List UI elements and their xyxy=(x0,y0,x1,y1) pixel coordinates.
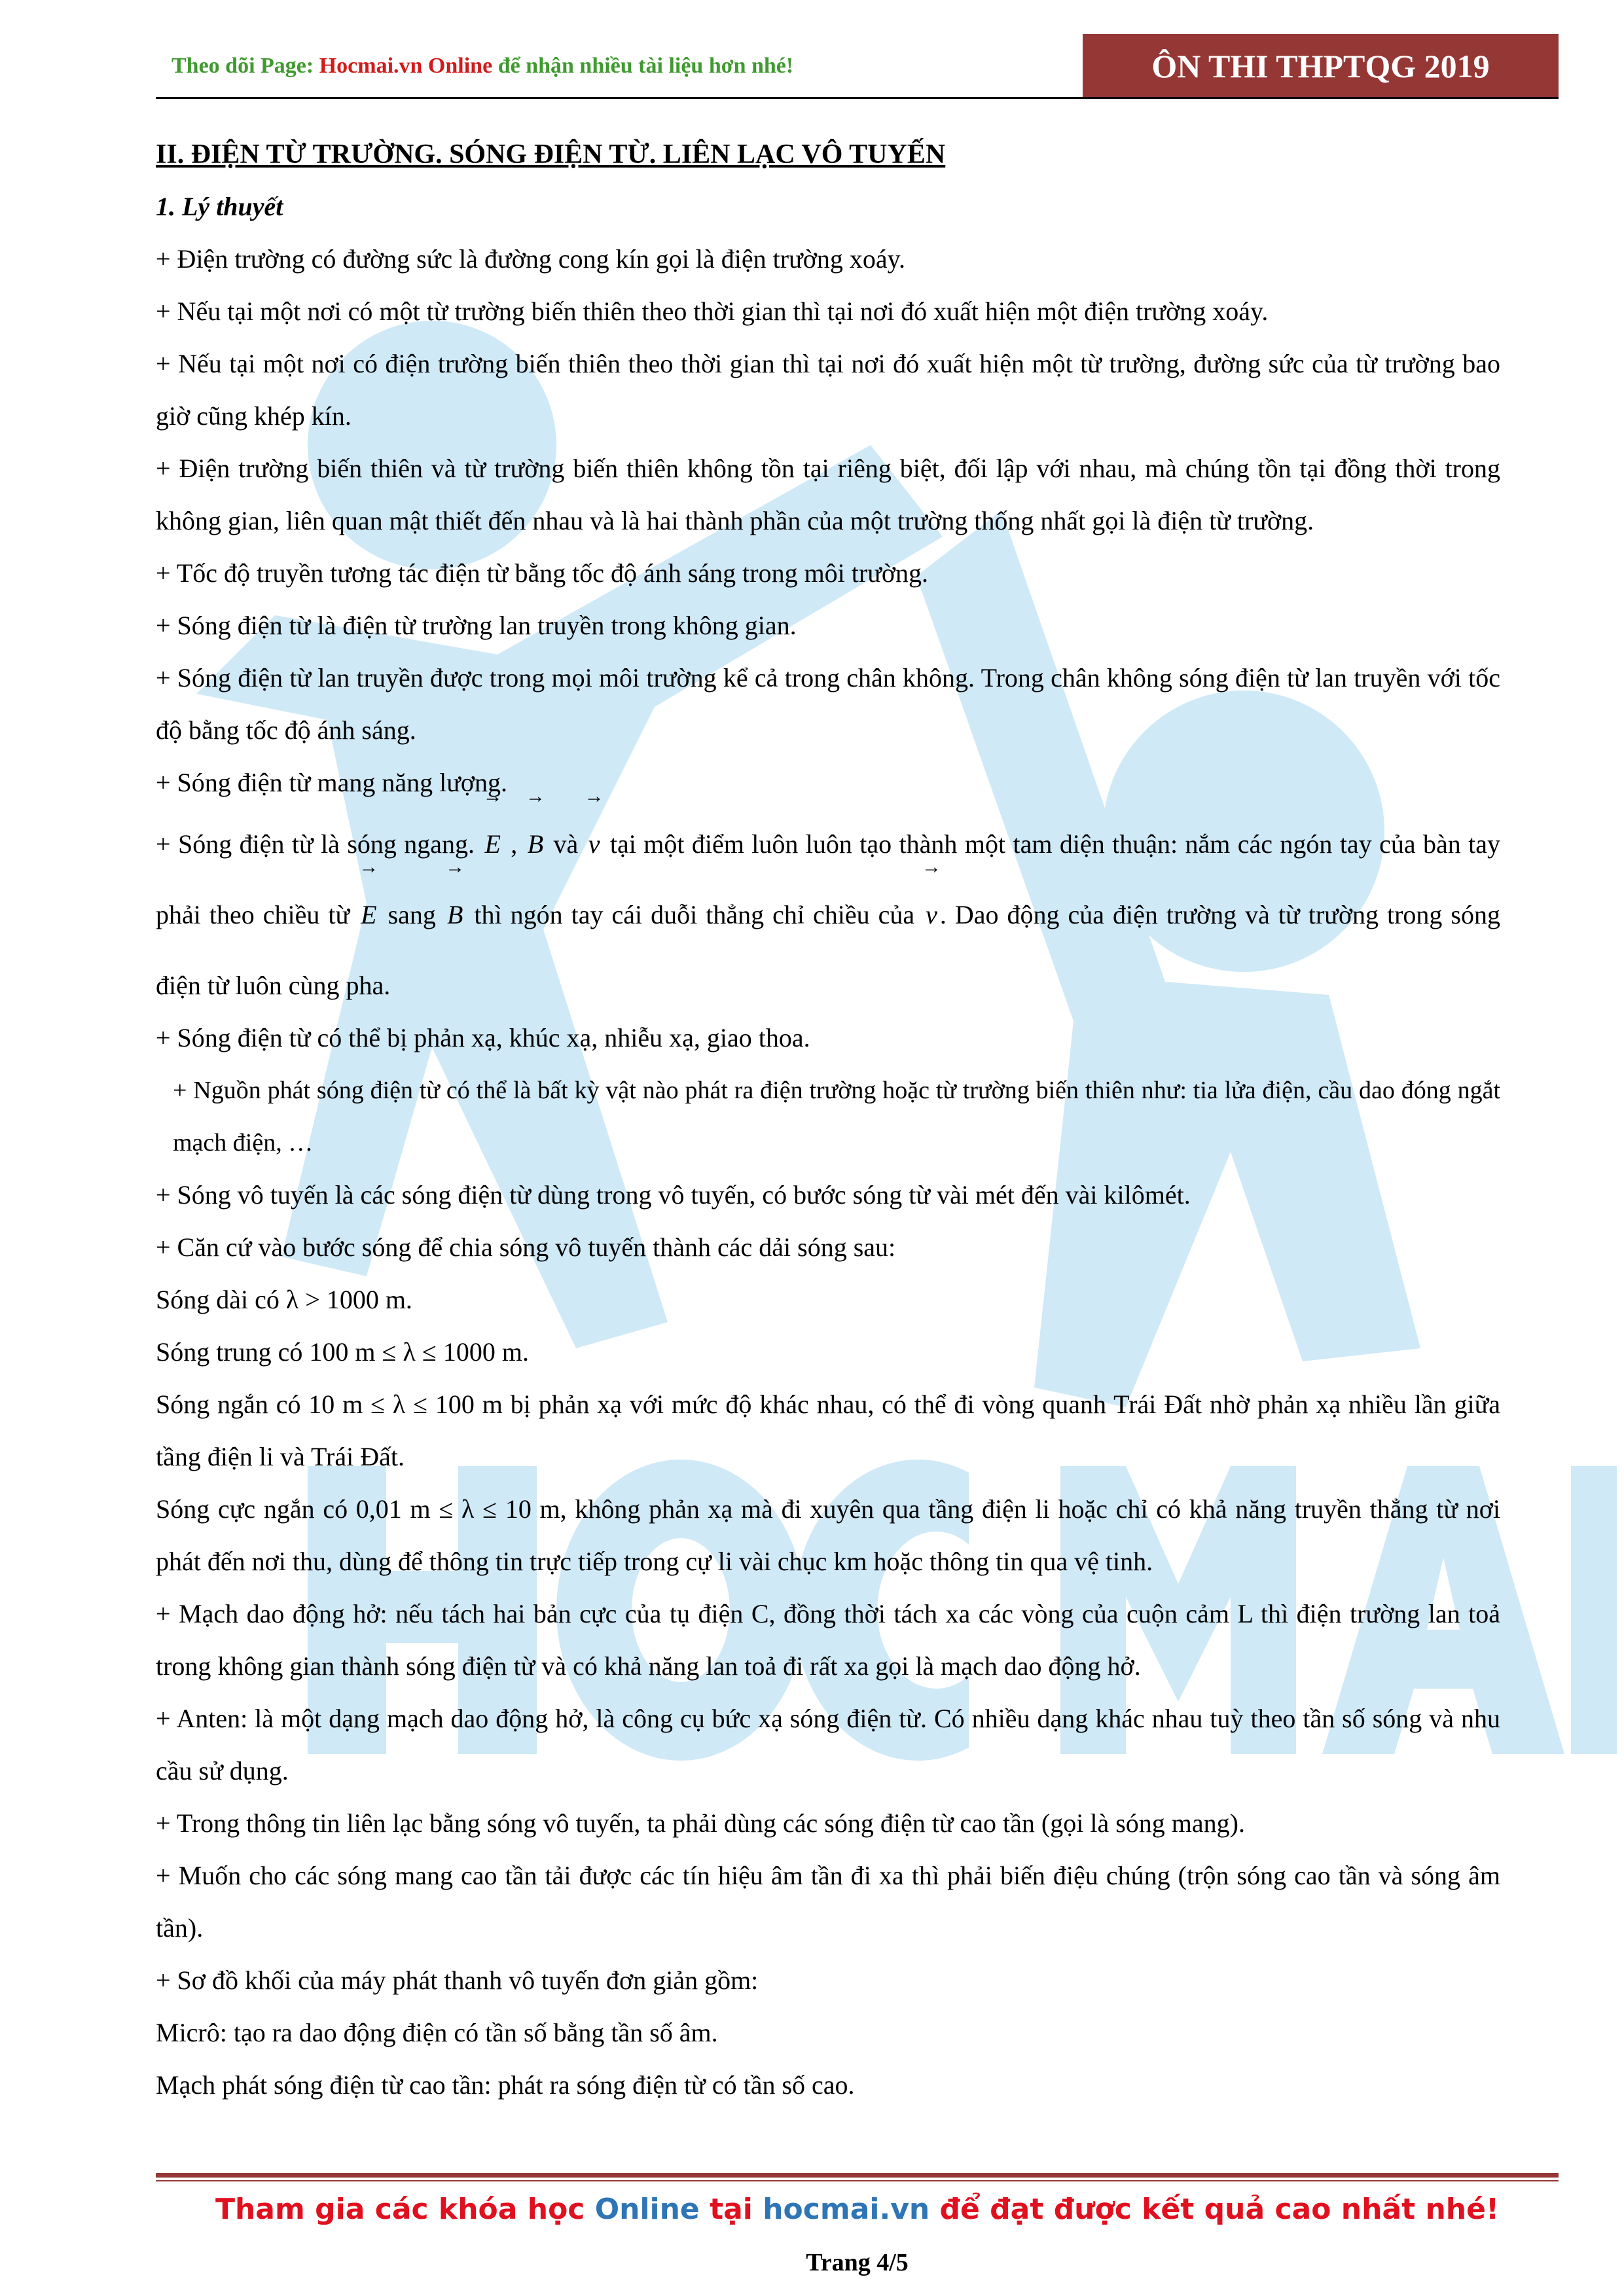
footer-online-link[interactable]: Online xyxy=(594,2193,700,2226)
section-title: II. ĐIỆN TỪ TRƯỜNG. SÓNG ĐIỆN TỪ. LIÊN LẠC VÔ TUYẾN xyxy=(156,139,946,170)
document-body xyxy=(156,128,1500,2111)
paragraph: + Sóng điện từ lan truyền được trong mọi môi trường kể cả trong chân không. Trong chân không sóng điện từ lan truyền với tốc độ bằng tốc độ ánh sáng. xyxy=(156,663,1500,745)
paragraph: + Điện trường biến thiên và từ trường biến thiên không tồn tại riêng biệt, đối lập với nhau, mà chúng tồn tại đồng thời trong không gian, liên quan mật thiết đến nhau và là hai thành phần của một trường thống nhất gọi là điện từ trường. xyxy=(156,454,1500,535)
indented-paragraph: + Nguồn phát sóng điện từ có thể là bất kỳ vật nào phát ra điện trường hoặc từ trường biến thiên như: tia lửa điện, cầu dao đóng ngắt mạch điện, … xyxy=(173,1077,1500,1157)
vector-e: → E xyxy=(358,880,379,950)
vector-v: → v xyxy=(586,809,603,880)
paragraph: + Sơ đồ khối của máy phát thanh vô tuyến đơn giản gồm: xyxy=(156,1965,759,1995)
vector-b: → B xyxy=(444,880,465,950)
paragraph: + Sóng điện từ là điện từ trường lan truyền trong không gian. xyxy=(156,611,797,640)
footer-site-link[interactable]: hocmai.vn xyxy=(763,2193,930,2226)
paragraph: + Sóng điện từ mang năng lượng. xyxy=(156,768,508,797)
header-prefix: Theo dõi Page: xyxy=(171,54,319,78)
paragraph: + Anten: là một dạng mạch dao động hở, là công cụ bức xạ sóng điện từ. Có nhiều dạng khác nhau tuỳ theo tần số sóng và nhu cầu sử dụng. xyxy=(156,1704,1500,1785)
subsection-title: 1. Lý thuyết xyxy=(156,192,283,221)
paragraph: Sóng ngắn có 10 m ≤ λ ≤ 100 m bị phản xạ với mức độ khác nhau, có thể đi vòng quanh Trái Đất nhờ phản xạ nhiều lần giữa tầng điện li và Trái Đất. xyxy=(156,1390,1500,1471)
paragraph: + Trong thông tin liên lạc bằng sóng vô tuyến, ta phải dùng các sóng điện từ cao tần (gọi là sóng mang). xyxy=(156,1808,1245,1838)
paragraph: + Nếu tại một nơi có điện trường biến thiên theo thời gian thì tại nơi đó xuất hiện một từ trường, đường sức của từ trường bao giờ cũng khép kín. xyxy=(156,349,1500,431)
footer-rule-thin xyxy=(156,2180,1559,2181)
paragraph: + Điện trường có đường sức là đường cong kín gọi là điện trường xoáy. xyxy=(156,244,905,274)
page-number: Trang 4/5 xyxy=(806,2249,909,2276)
header-follow-text xyxy=(171,54,793,79)
vector-paragraph: + Sóng điện từ là sóng ngang. → E , → B và → v tại một điểm luôn luôn tạo thành một tam diện thuận: nắm các ngón tay của bàn tay phải theo chiều từ → E sang → B thì ngón tay cái duỗi thẳng chỉ chiều của → v . Dao động của điện trường và từ trường trong sóng điện từ luôn cùng pha. xyxy=(156,809,1500,1021)
footer-rule xyxy=(156,2173,1559,2178)
header-exam-badge: ÔN THI THPTQG 2019 xyxy=(1083,34,1559,98)
watermark-letter-i xyxy=(1571,1466,1617,1754)
vector-e: → E xyxy=(482,809,503,880)
paragraph: + Mạch dao động hở: nếu tách hai bản cực của tụ điện C, đồng thời tách xa các vòng của cuộn cảm L thì điện trường lan toả trong không gian thành sóng điện từ và có khả năng lan toả đi rất xa gọi là mạch dao động hở. xyxy=(156,1599,1500,1681)
paragraph: Sóng cực ngắn có 0,01 m ≤ λ ≤ 10 m, không phản xạ mà đi xuyên qua tầng điện li hoặc chỉ có khả năng truyền thẳng từ nơi phát đến nơi thu, dùng để thông tin trực tiếp trong cự li vài chục km hoặc thông tin qua vệ tinh. xyxy=(156,1494,1500,1576)
header-divider xyxy=(156,97,1559,99)
paragraph: + Tốc độ truyền tương tác điện từ bằng tốc độ ánh sáng trong môi trường. xyxy=(156,558,929,588)
paragraph: Micrô: tạo ra dao động điện có tần số bằng tần số âm. xyxy=(156,2018,718,2047)
paragraph: + Muốn cho các sóng mang cao tần tải được các tín hiệu âm tần đi xa thì phải biến điệu chúng (trộn sóng cao tần và sóng âm tần). xyxy=(156,1861,1500,1943)
paragraph: Sóng dài có λ > 1000 m. xyxy=(156,1285,412,1314)
paragraph: + Căn cứ vào bước sóng để chia sóng vô tuyến thành các dải sóng sau: xyxy=(156,1232,896,1262)
vector-v: → v xyxy=(923,880,940,950)
paragraph: + Nếu tại một nơi có một từ trường biến thiên theo thời gian thì tại nơi đó xuất hiện một điện trường xoáy. xyxy=(156,296,1269,326)
paragraph: + Sóng điện từ có thể bị phản xạ, khúc xạ, nhiễu xạ, giao thoa. xyxy=(156,1023,810,1052)
paragraph: Sóng trung có 100 m ≤ λ ≤ 1000 m. xyxy=(156,1337,529,1367)
paragraph: + Sóng vô tuyến là các sóng điện từ dùng trong vô tuyến, có bước sóng từ vài mét đến vài kilômét. xyxy=(156,1180,1191,1210)
header-brand-link[interactable]: Hocmai.vn Online xyxy=(319,54,493,78)
vector-b: → B xyxy=(525,809,546,880)
paragraph: Mạch phát sóng điện từ cao tần: phát ra sóng điện từ có tần số cao. xyxy=(156,2070,855,2100)
header-suffix: để nhận nhiều tài liệu hơn nhé! xyxy=(492,54,794,78)
footer-call-to-action: Tham gia các khóa học Online tại hocmai.vn để đạt được kết quả cao nhất nhé! xyxy=(215,2193,1500,2226)
